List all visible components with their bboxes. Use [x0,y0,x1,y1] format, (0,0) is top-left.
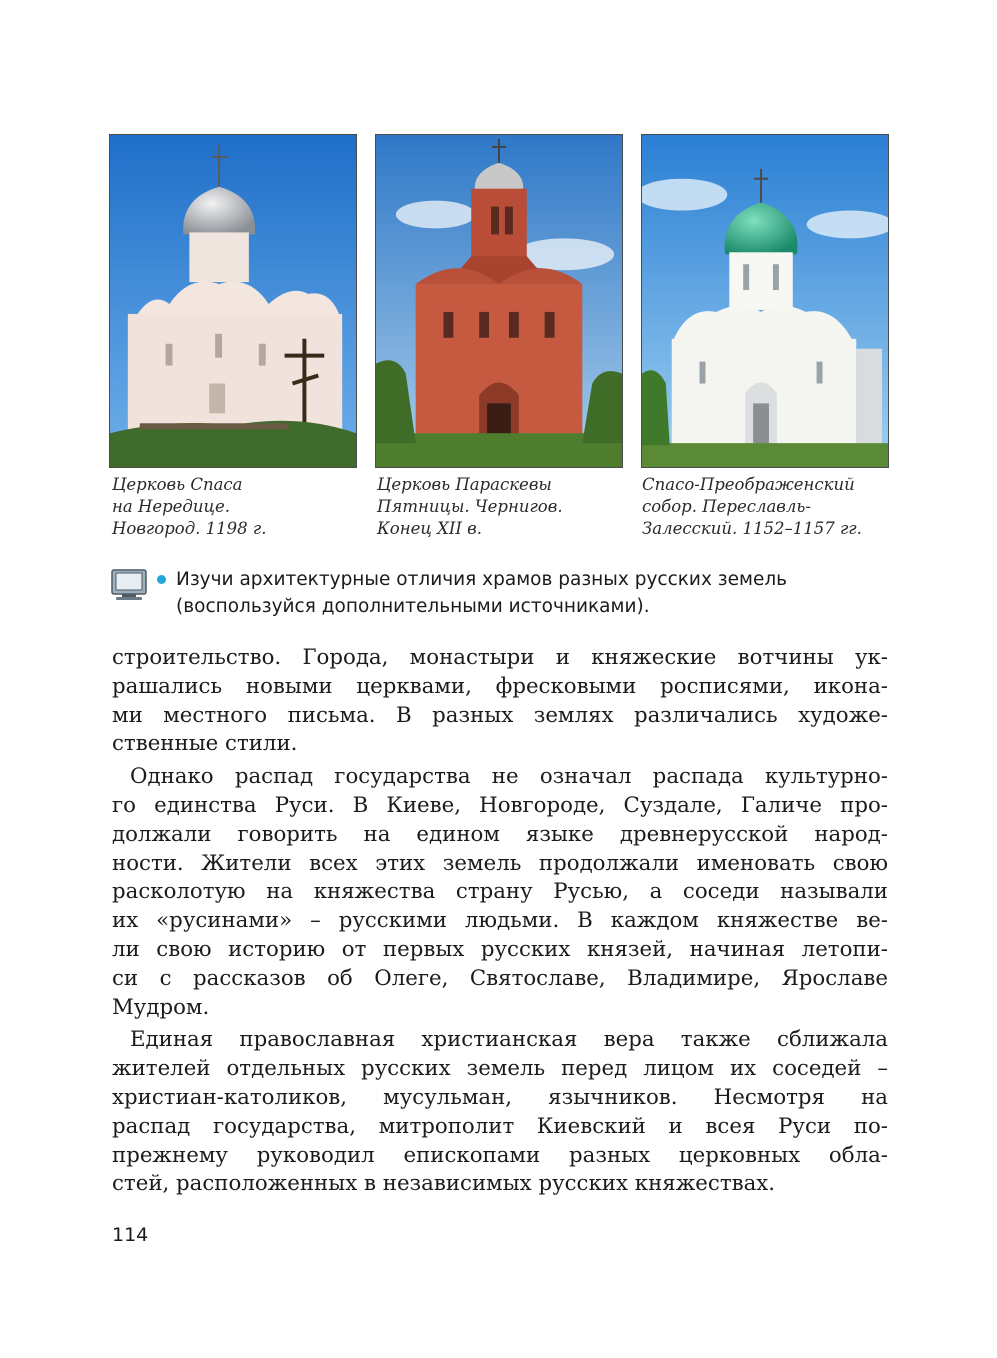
photo-row [109,134,889,468]
photo-caption: Церковь Параскевы Пятницы. Чернигов. Конец XII в. [377,475,563,538]
computer-icon [110,569,148,601]
task-block [108,566,898,622]
bullet-dot [157,575,166,584]
photo-caption: Церковь Спаса на Нередице. Новгород. 1198 г. [112,475,267,538]
photo-church-spasa-na-neredice [109,134,357,468]
photo-spaso-preobrazhensky-sobor [641,134,889,468]
photo-church-paraskevy-pyatnicy [375,134,623,468]
photo-caption: Спасо-Преображенский собор. Переславль- Залесский. 1152–1157 гг. [642,475,862,538]
page-number: 114 [112,1224,149,1246]
paragraph: строительство. Города, монастыри и княжеские вотчины ук- рашались новыми церквами, фресковыми росписями, икона- ми местного письма. В разных землях различались художе- ственные стили. [112,645,888,757]
paragraph: Однако распад государства не означал распада культурно- го единства Руси. В Киеве, Новгороде, Суздале, Галиче про- должали говорить на едином языке древнерусской народ- ности. Жители всех этих земель продолжали именовать свою расколотую на княжества страну Русью, а соседи называли их «русинами» – русскими людьми. В каждом княжестве ве- ли свою историю от первых русских князей, начиная летопи- си с рассказов об Олеге, Святославе, Владимире, Ярославе Мудром. [112,764,888,1020]
body-text [112,644,888,1199]
paragraph: Единая православная христианская вера также сближала жителей отдельных русских земель перед лицом их соседей – христиан-католиков, мусульман, язычников. Несмотря на распад государства, митрополит Киевский и всея Руси по- прежнему руководил епископами разных церковных обла- стей, расположенных в независимых русских княжествах. [112,1027,888,1197]
task-text: Изучи архитектурные отличия храмов разных русских земель (воспользуйся дополнительными источниками). [176,569,788,617]
